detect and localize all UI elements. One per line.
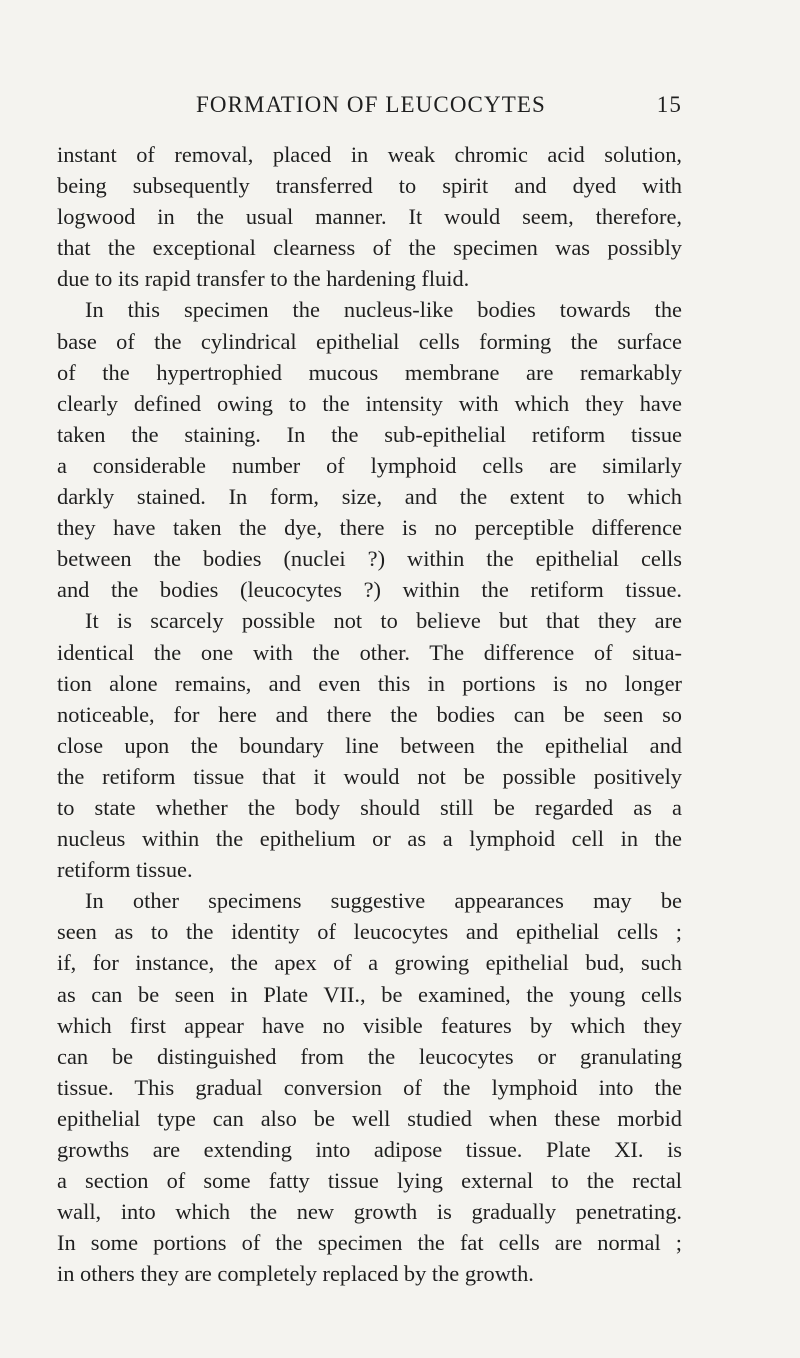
text-line: to state whether the body should still be regarded as a	[57, 794, 682, 820]
paragraph-start-line: In other specimens suggestive appearances may be	[85, 888, 682, 914]
text-line: of the hypertrophied mucous membrane are remarkably	[57, 359, 682, 385]
text-line: being subsequently transferred to spirit and dyed with	[57, 173, 682, 199]
body-text	[57, 139, 682, 1289]
page-number: 15	[656, 92, 682, 117]
text-line: due to its rapid transfer to the hardening fluid.	[57, 266, 470, 292]
text-line: growths are extending into adipose tissue. Plate XI. is	[57, 1137, 682, 1162]
text-line: and the bodies (leucocytes ?) within the retiform tissue.	[57, 577, 682, 603]
text-line: close upon the boundary line between the epithelial and	[57, 732, 682, 758]
text-line: clearly defined owing to the intensity with which they have	[57, 390, 682, 416]
text-line: tissue. This gradual conversion of the lymphoid into the	[57, 1074, 682, 1100]
text-line: logwood in the usual manner. It would seem, therefore,	[57, 204, 682, 230]
text-line: wall, into which the new growth is gradually penetrating.	[57, 1199, 682, 1225]
text-line: can be distinguished from the leucocytes or granulating	[57, 1043, 682, 1069]
paragraph-start-line: In this specimen the nucleus-like bodies towards the	[85, 297, 682, 323]
text-line: identical the one with the other. The difference of situa-	[57, 639, 682, 665]
text-line: In some portions of the specimen the fat cells are normal ;	[57, 1230, 682, 1256]
running-head-title: FORMATION OF LEUCOCYTES	[196, 92, 546, 117]
text-line: retiform tissue.	[57, 857, 193, 883]
text-line: which first appear have no visible features by which they	[57, 1012, 682, 1038]
text-line: base of the cylindrical epithelial cells forming the surface	[57, 328, 682, 354]
text-line: between the bodies (nuclei ?) within the epithelial cells	[57, 546, 682, 572]
text-line: seen as to the identity of leucocytes and epithelial cells ;	[57, 919, 682, 945]
text-line: a section of some fatty tissue lying external to the rectal	[57, 1168, 682, 1194]
text-line: as can be seen in Plate VII., be examined, the young cells	[57, 981, 682, 1007]
text-line: tion alone remains, and even this in portions is no longer	[57, 670, 682, 696]
paragraph-start-line: It is scarcely possible not to believe but that they are	[85, 608, 682, 634]
running-head	[196, 92, 682, 126]
text-line: the retiform tissue that it would not be possible positively	[57, 763, 682, 789]
text-line: if, for instance, the apex of a growing epithelial bud, such	[57, 950, 682, 976]
text-line: in others they are completely replaced by the growth.	[57, 1261, 534, 1287]
text-line: noticeable, for here and there the bodies can be seen so	[57, 701, 682, 727]
text-line: taken the staining. In the sub-epithelial retiform tissue	[57, 421, 682, 447]
text-line: nucleus within the epithelium or as a lymphoid cell in the	[57, 826, 682, 852]
text-line: darkly stained. In form, size, and the extent to which	[57, 484, 682, 510]
text-line: that the exceptional clearness of the specimen was possibly	[57, 235, 682, 261]
text-line: instant of removal, placed in weak chromic acid solution,	[57, 142, 682, 167]
text-line: epithelial type can also be well studied when these morbid	[57, 1105, 682, 1131]
text-line: a considerable number of lymphoid cells are similarly	[57, 452, 682, 478]
text-line: they have taken the dye, there is no perceptible difference	[57, 515, 682, 541]
